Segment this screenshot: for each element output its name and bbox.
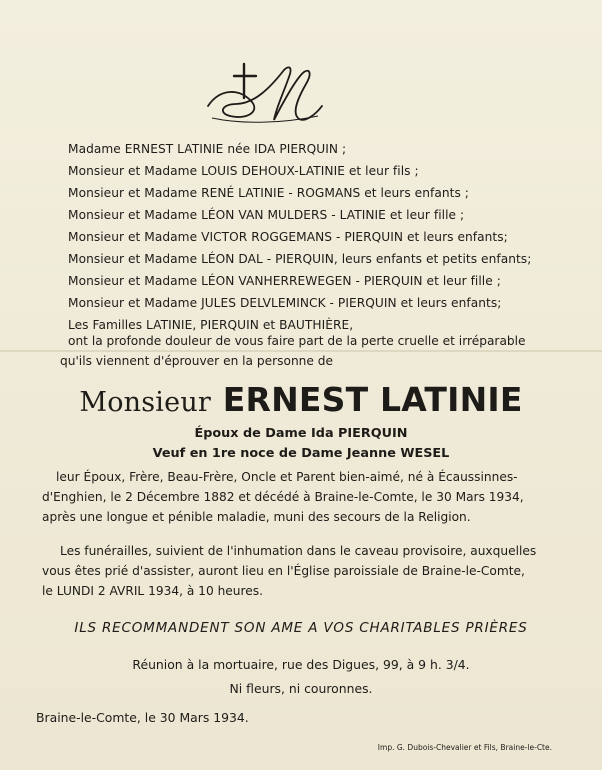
intro-line-1: ont la profonde douleur de vous faire part de la perte cruelle et irréparable bbox=[68, 334, 526, 348]
family-line: Monsieur et Madame LÉON VANHERREWEGEN - PIERQUIN et leur fille ; bbox=[68, 274, 501, 288]
spouse-line: Époux de Dame Ida PIERQUIN bbox=[194, 426, 408, 441]
cross-monogram-icon bbox=[200, 58, 330, 130]
family-line: Monsieur et Madame LÉON VAN MULDERS - LATINIE et leur fille ; bbox=[68, 208, 465, 222]
funeral-line-1: Les funérailles, suivient de l'inhumation dans le caveau provisoire, auxquelles bbox=[60, 544, 537, 558]
printer-credit: Imp. G. Dubois-Chevalier et Fils, Braine-le-Cte. bbox=[377, 743, 552, 752]
bio-line-2: d'Enghien, le 2 Décembre 1882 et décédé à Braine-le-Comte, le 30 Mars 1934, bbox=[42, 490, 524, 504]
family-line: Monsieur et Madame LÉON DAL - PIERQUIN, leurs enfants et petits enfants; bbox=[68, 252, 532, 266]
deceased-fullname: ERNEST LATINIE bbox=[222, 380, 523, 419]
family-line: Les Familles LATINIE, PIERQUIN et BAUTHIÈRE, bbox=[68, 318, 354, 332]
funeral-line-3: le LUNDI 2 AVRIL 1934, à 10 heures. bbox=[42, 584, 263, 598]
family-line: Monsieur et Madame VICTOR ROGGEMANS - PIERQUIN et leurs enfants; bbox=[68, 230, 508, 244]
widower-line: Veuf en 1re noce de Dame Jeanne WESEL bbox=[152, 446, 450, 461]
no-flowers-line: Ni fleurs, ni couronnes. bbox=[229, 681, 373, 696]
family-line: Monsieur et Madame RENÉ LATINIE - ROGMANS et leurs enfants ; bbox=[68, 186, 469, 200]
bio-line-1: leur Époux, Frère, Beau-Frère, Oncle et Parent bien-aimé, né à Écaussinnes- bbox=[56, 470, 518, 484]
deceased-title: Monsieur bbox=[79, 387, 212, 418]
funeral-line-2: vous êtes prié d'assister, auront lieu en l'Église paroissiale de Braine-le-Comte, bbox=[42, 564, 525, 578]
reunion-line: Réunion à la mortuaire, rue des Digues, 99, à 9 h. 3/4. bbox=[132, 657, 470, 672]
deceased-name bbox=[0, 380, 602, 419]
intro-line-2: qu'ils viennent d'éprouver en la personne de bbox=[60, 354, 333, 368]
family-line: Madame ERNEST LATINIE née IDA PIERQUIN ; bbox=[68, 142, 347, 156]
closing-date: Braine-le-Comte, le 30 Mars 1934. bbox=[36, 710, 249, 725]
bio-line-3: après une longue et pénible maladie, muni des secours de la Religion. bbox=[42, 510, 471, 524]
prayer-line: ILS RECOMMANDENT SON AME A VOS CHARITABLES PRIÈRES bbox=[74, 620, 528, 636]
family-line: Monsieur et Madame LOUIS DEHOUX-LATINIE et leur fils ; bbox=[68, 164, 419, 178]
family-line: Monsieur et Madame JULES DELVLEMINCK - PIERQUIN et leurs enfants; bbox=[68, 296, 502, 310]
